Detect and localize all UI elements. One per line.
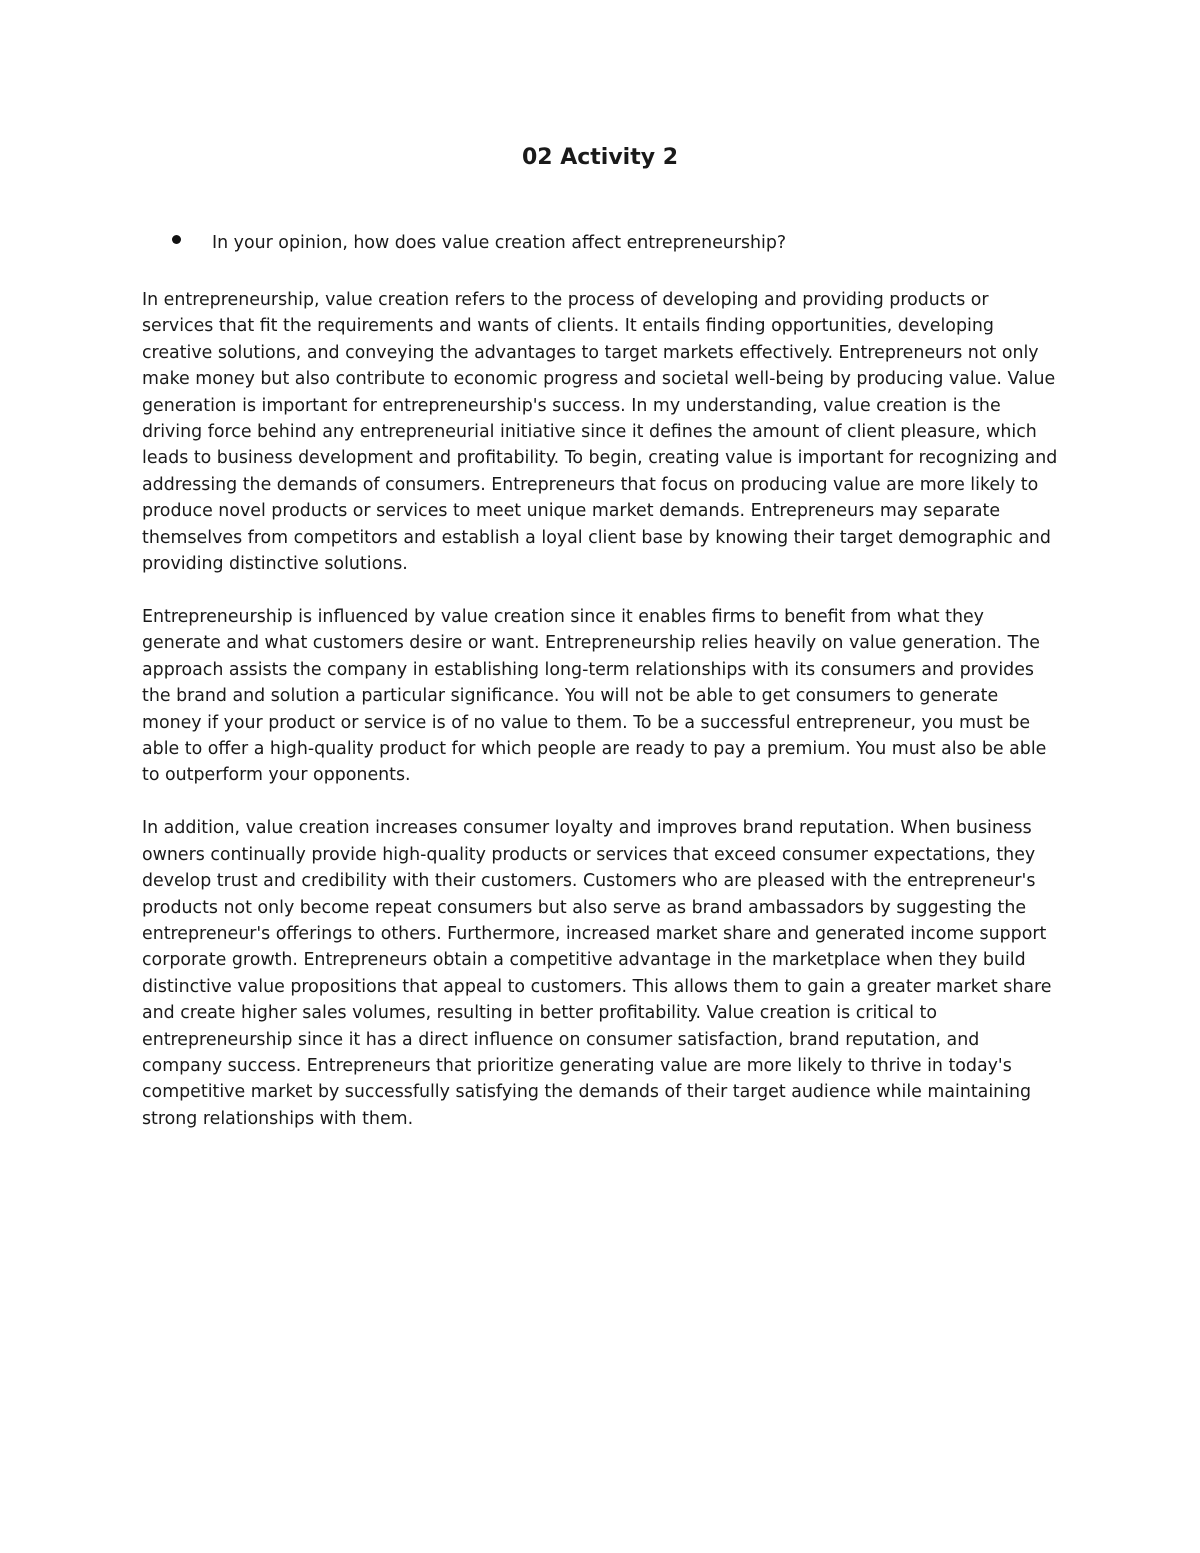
question-text: In your opinion, how does value creation affect entrepreneurship? <box>212 233 787 253</box>
paragraph-3: In addition, value creation increases consumer loyalty and improves brand reputation. When business owners continually provide high-quality products or services that exceed consumer expectations, they develop trust and credibility with their customers. Customers who are pleased with the entrepreneur's products not only become repeat consumers but also serve as brand ambassadors by suggesting the entrepreneur's offerings to others. Furthermore, increased market share and generated income support corporate growth. Entrepreneurs obtain a competitive advantage in the marketplace when they build distinctive value propositions that appeal to customers. This allows them to gain a greater market share and create higher sales volumes, resulting in better profitability. Value creation is critical to entrepreneurship since it has a direct influence on consumer satisfaction, brand reputation, and company success. Entrepreneurs that prioritize generating value are more likely to thrive in today's competitive market by successfully satisfying the demands of their target audience while maintaining strong relationships with them. <box>142 818 1052 1129</box>
document-title: 02 Activity 2 <box>521 145 679 170</box>
paragraph-2: Entrepreneurship is influenced by value creation since it enables firms to benefit from what they generate and what customers desire or want. Entrepreneurship relies heavily on value generation. The approach assists the company in establishing long-term relationships with its consumers and provides the brand and solution a particular significance. You will not be able to get consumers to generate money if your product or service is of no value to them. To be a successful entrepreneur, you must be able to offer a high-quality product for which people are ready to pay a premium. You must also be able to outperform your opponents. <box>142 606 1047 786</box>
answer-body <box>142 287 1060 1159</box>
paragraph-1: In entrepreneurship, value creation refers to the process of developing and providing products or services that fit the requirements and wants of clients. It entails finding opportunities, developing creative solutions, and conveying the advantages to target markets effectively. Entrepreneurs not only make money but also contribute to economic progress and societal well-being by producing value. Value generation is important for entrepreneurship's success. In my understanding, value creation is the driving force behind any entrepreneurial initiative since it defines the amount of client pleasure, which leads to business development and profitability. To begin, creating value is important for recognizing and addressing the demands of consumers. Entrepreneurs that focus on producing value are more likely to produce novel products or services to meet unique market demands. Entrepreneurs may separate themselves from competitors and establish a loyal client base by knowing their target demographic and providing distinctive solutions. <box>142 290 1058 575</box>
question-bullet-item <box>172 230 1052 257</box>
bullet-icon <box>172 230 182 257</box>
